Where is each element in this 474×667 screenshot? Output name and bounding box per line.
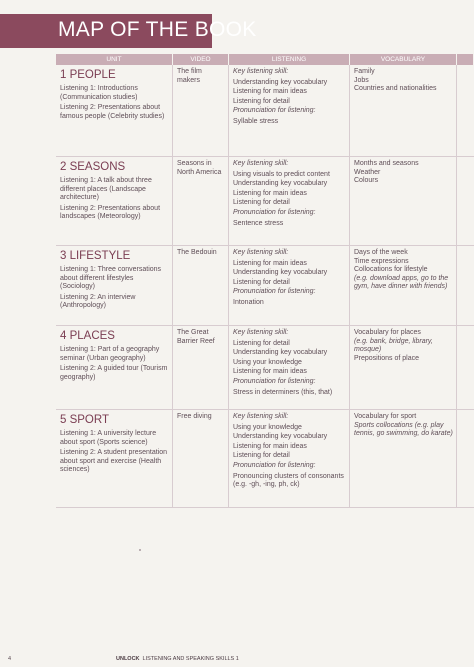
vocabulary-item: (e.g. bank, bridge, library, mosque) bbox=[354, 337, 433, 354]
vocabulary-item: Vocabulary for places bbox=[354, 329, 421, 336]
vocabulary-item: Months and seasons bbox=[354, 160, 419, 167]
unit-listening-line: Listening 2: A guided tour (Tourism geography) bbox=[60, 365, 168, 381]
unit-cell bbox=[56, 246, 173, 325]
video-cell: Seasons in North America bbox=[173, 157, 229, 245]
unit-title: 3 LIFESTYLE bbox=[60, 250, 131, 262]
listening-skill-heading: Key listening skill: bbox=[233, 249, 289, 256]
unit-listening-line: Listening 2: Presentations about landscapes (Meteorology) bbox=[60, 204, 161, 221]
footer bbox=[116, 656, 239, 662]
listening-skill: Understanding key vocabulary bbox=[233, 349, 328, 357]
table-row bbox=[56, 246, 474, 326]
page-number: 4 bbox=[8, 656, 12, 662]
listening-skill-heading: Key listening skill: bbox=[233, 329, 289, 336]
unit-listening-line: Listening 1: Three conversations about different lifestyles (Sociology) bbox=[60, 266, 162, 291]
listening-skill-heading: Pronunciation for listening: bbox=[233, 377, 316, 385]
unit-title: 2 SEASONS bbox=[60, 161, 126, 173]
footer-brand: UNLOCK bbox=[116, 656, 140, 662]
header-unit: UNIT bbox=[56, 54, 173, 65]
listening-skill: Syllable stress bbox=[233, 117, 279, 125]
listening-skill-heading: Key listening skill: bbox=[233, 68, 289, 75]
vocabulary-cell bbox=[350, 246, 457, 325]
speck bbox=[139, 549, 141, 551]
video-cell: Free diving bbox=[173, 410, 229, 507]
table-row bbox=[56, 410, 474, 508]
table-row bbox=[56, 157, 474, 246]
vocabulary-item: Vocabulary for sport bbox=[354, 413, 417, 420]
unit-listening-line: Listening 2: A student presentation about sport and exercise (Health sciences) bbox=[60, 449, 168, 474]
listening-skill: Listening for main ideas bbox=[233, 442, 307, 450]
listening-cell bbox=[229, 326, 350, 409]
header-vocabulary: VOCABULARY bbox=[350, 54, 457, 65]
vocabulary-item: Time expressions bbox=[354, 257, 409, 265]
vocabulary-item: Colours bbox=[354, 177, 379, 185]
listening-skill-heading: Pronunciation for listening: bbox=[233, 208, 316, 216]
listening-skill: Listening for detail bbox=[233, 339, 290, 347]
unit-listening-line: Listening 2: Presentations about famous people (Celebrity studies) bbox=[60, 104, 165, 120]
unit-listening-line: Listening 1: Introductions (Communication studies) bbox=[60, 85, 138, 101]
extra-cell bbox=[457, 157, 474, 245]
vocabulary-item: Countries and nationalities bbox=[354, 85, 437, 93]
listening-cell bbox=[229, 246, 350, 325]
listening-skill: Listening for detail bbox=[233, 452, 290, 460]
unit-title: 4 PLACES bbox=[60, 330, 115, 342]
listening-skill: Using visuals to predict content bbox=[233, 170, 330, 178]
listening-skill-heading: Key listening skill: bbox=[233, 160, 289, 167]
unit-listening-line: Listening 1: A university lecture about sport (Sports science) bbox=[60, 430, 157, 446]
page-title: MAP OF THE BOOK bbox=[58, 18, 257, 41]
listening-skill: Pronouncing clusters of consonants (e.g. -gh, -ing, ph, ck) bbox=[233, 472, 344, 489]
listening-skill: Listening for main ideas bbox=[233, 189, 307, 197]
vocabulary-item: Prepositions of place bbox=[354, 354, 419, 362]
header-listening: LISTENING bbox=[229, 54, 350, 65]
listening-cell bbox=[229, 65, 350, 156]
extra-cell bbox=[457, 246, 474, 325]
unit-listening-line: Listening 2: An interview (Anthropology) bbox=[60, 293, 136, 310]
listening-skill-heading: Key listening skill: bbox=[233, 413, 289, 420]
listening-skill: Using your knowledge bbox=[233, 358, 302, 366]
listening-skill: Listening for main ideas bbox=[233, 368, 307, 376]
listening-skill: Using your knowledge bbox=[233, 423, 302, 431]
vocabulary-item: Days of the week bbox=[354, 249, 408, 256]
listening-skill: Understanding key vocabulary bbox=[233, 433, 328, 441]
listening-skill: Listening for detail bbox=[233, 278, 290, 286]
video-cell: The Great Barrier Reef bbox=[173, 326, 229, 409]
listening-skill: Listening for detail bbox=[233, 97, 290, 105]
listening-skill: Understanding key vocabulary bbox=[233, 78, 328, 86]
vocabulary-item: Collocations for lifestyle bbox=[354, 266, 428, 274]
listening-skill: Stress in determiners (this, that) bbox=[233, 388, 333, 396]
listening-skill: Understanding key vocabulary bbox=[233, 269, 328, 277]
listening-skill: Understanding key vocabulary bbox=[233, 180, 328, 188]
vocabulary-item: Jobs bbox=[354, 76, 369, 84]
listening-skill: Intonation bbox=[233, 298, 264, 306]
listening-skill-heading: Pronunciation for listening: bbox=[233, 461, 316, 469]
unit-cell bbox=[56, 65, 173, 156]
extra-cell bbox=[457, 65, 474, 156]
unit-title: 5 SPORT bbox=[60, 414, 109, 426]
header-extra bbox=[457, 54, 474, 65]
extra-cell bbox=[457, 326, 474, 409]
vocabulary-cell bbox=[350, 410, 457, 507]
listening-skill: Sentence stress bbox=[233, 219, 284, 227]
listening-skill-heading: Pronunciation for listening: bbox=[233, 107, 316, 115]
unit-listening-line: Listening 1: Part of a geography seminar (Urban geography) bbox=[60, 346, 160, 362]
unit-cell bbox=[56, 410, 173, 507]
table-header bbox=[56, 54, 474, 65]
vocabulary-item: Family bbox=[354, 68, 375, 75]
vocabulary-cell bbox=[350, 65, 457, 156]
listening-cell bbox=[229, 157, 350, 245]
table-row bbox=[56, 326, 474, 410]
video-cell: The film makers bbox=[173, 65, 229, 156]
listening-skill: Listening for main ideas bbox=[233, 88, 307, 96]
video-cell: The Bedouin bbox=[173, 246, 229, 325]
vocabulary-cell bbox=[350, 157, 457, 245]
vocabulary-item: Sports collocations (e.g. play tennis, go swimming, do karate) bbox=[354, 421, 453, 438]
unit-title: 1 PEOPLE bbox=[60, 69, 116, 81]
header-video: VIDEO bbox=[173, 54, 229, 65]
footer-text: LISTENING AND SPEAKING SKILLS 1 bbox=[142, 656, 239, 662]
listening-skill-heading: Pronunciation for listening: bbox=[233, 288, 316, 296]
listening-skill: Listening for detail bbox=[233, 199, 290, 207]
unit-listening-line: Listening 1: A talk about three different places (Landscape architecture) bbox=[60, 177, 152, 202]
listening-skill: Listening for main ideas bbox=[233, 259, 307, 267]
extra-cell bbox=[457, 410, 474, 507]
map-table bbox=[56, 54, 474, 508]
unit-cell bbox=[56, 157, 173, 245]
vocabulary-item: Weather bbox=[354, 168, 381, 176]
vocabulary-item: (e.g. download apps, go to the gym, have dinner with friends) bbox=[354, 274, 449, 291]
unit-cell bbox=[56, 326, 173, 409]
vocabulary-cell bbox=[350, 326, 457, 409]
listening-cell bbox=[229, 410, 350, 507]
table-row bbox=[56, 65, 474, 157]
